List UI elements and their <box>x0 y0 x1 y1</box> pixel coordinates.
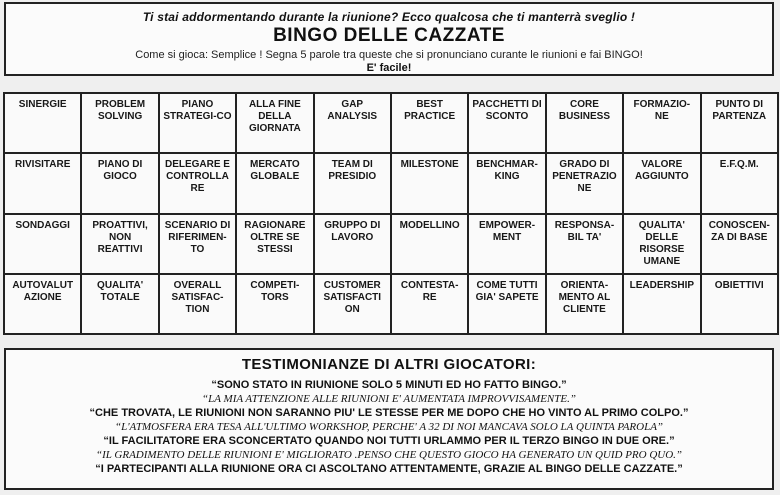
bingo-cell[interactable] <box>391 93 468 153</box>
bingo-cell[interactable] <box>623 214 700 274</box>
bingo-cell[interactable] <box>314 153 391 213</box>
testimonials-title: TESTIMONIANZE DI ALTRI GIOCATORI: <box>241 356 537 373</box>
bingo-cell[interactable] <box>81 274 158 334</box>
testimonial-quote: “LA MIA ATTENZIONE ALLE RIUNIONI E' AUMENTATA IMPROVVISAMENTE.” <box>202 393 576 405</box>
bingo-cell[interactable] <box>546 214 623 274</box>
bingo-cell[interactable] <box>546 93 623 153</box>
bingo-cell-label: E.F.Q.M. <box>719 159 759 171</box>
bingo-cell-label: DELEGARE E CONTROLLA RE <box>164 159 230 195</box>
bingo-cell-label: SCENARIO DI RIFERIMEN-TO <box>164 219 231 255</box>
bingo-cell[interactable] <box>159 274 236 334</box>
bingo-row <box>4 93 778 153</box>
bingo-cell[interactable] <box>701 153 778 213</box>
bingo-cell-label: PIANO STRATEGI-CO <box>163 99 232 122</box>
page-title: BINGO DELLE CAZZATE <box>273 25 505 46</box>
header-box <box>4 2 774 76</box>
testimonials-box <box>4 348 774 490</box>
bingo-cell[interactable] <box>391 214 468 274</box>
bingo-cell-label: MERCATO GLOBALE <box>250 159 300 183</box>
bingo-cell[interactable] <box>623 93 700 153</box>
bingo-cell[interactable] <box>81 214 158 274</box>
bingo-cell[interactable] <box>159 153 236 213</box>
bingo-cell-label: PACCHETTI DI SCONTO <box>472 99 542 122</box>
bingo-cell[interactable] <box>236 93 313 153</box>
bingo-cell-label: SONDAGGI <box>15 219 70 231</box>
bingo-cell[interactable] <box>4 274 81 334</box>
bingo-cell[interactable] <box>4 93 81 153</box>
bingo-cell-label: VALORE AGGIUNTO <box>634 159 689 183</box>
bingo-cell[interactable] <box>701 93 778 153</box>
bingo-cell[interactable] <box>314 274 391 334</box>
bingo-cell-label: COME TUTTI GIA' SAPETE <box>475 279 539 303</box>
bingo-cell-label: PUNTO DI PARTENZA <box>712 99 767 122</box>
bingo-cell[interactable] <box>81 93 158 153</box>
testimonial-quote: “IL GRADIMENTO DELLE RIUNIONI E' MIGLIORATO .PENSO CHE QUESTO GIOCO HA GENERATO UN QUID PRO QUO.” <box>95 449 683 461</box>
bingo-cell[interactable] <box>701 274 778 334</box>
bingo-row <box>4 153 778 213</box>
bingo-cell-label: BEST PRACTICE <box>404 99 456 122</box>
bingo-cell[interactable] <box>623 153 700 213</box>
bingo-cell[interactable] <box>236 274 313 334</box>
bingo-cell-label: FORMAZIO-NE <box>633 99 691 122</box>
bingo-cell-label: OVERALL SATISFAC-TION <box>171 279 224 315</box>
bingo-cell[interactable] <box>468 214 545 274</box>
bingo-cell-label: LEADERSHIP <box>629 279 695 291</box>
bingo-cell-label: GRUPPO DI LAVORO <box>324 219 381 243</box>
bingo-cell-label: COMPETI-TORS <box>250 279 300 303</box>
bingo-cell-label: CUSTOMER SATISFACTI ON <box>323 279 382 315</box>
bingo-cell[interactable] <box>468 93 545 153</box>
bingo-cell[interactable] <box>236 153 313 213</box>
testimonial-quote: “IL FACILITATORE ERA SCONCERTATO QUANDO NOI TUTTI URLAMMO PER IL TERZO BINGO IN DUE ORE.” <box>103 435 675 447</box>
instructions: Come si gioca: Semplice ! Segna 5 parole tra queste che si pronunciano curante le riunioni e fai BINGO! <box>135 49 643 61</box>
bingo-row <box>4 214 778 274</box>
bingo-cell-label: RESPONSA-BIL TA' <box>554 219 615 243</box>
bingo-cell-label: AUTOVALUT AZIONE <box>12 279 74 303</box>
bingo-cell[interactable] <box>391 153 468 213</box>
bingo-cell-label: PIANO DI GIOCO <box>97 159 143 183</box>
bingo-cell-label: MODELLINO <box>399 219 460 231</box>
bingo-cell-label: QUALITA' DELLE RISORSE UMANE <box>638 219 685 267</box>
bingo-cell-label: SINERGIE <box>18 99 67 110</box>
bingo-cell-label: RAGIONARE OLTRE SE STESSI <box>244 219 306 255</box>
bingo-cell[interactable] <box>4 214 81 274</box>
bingo-cell-label: TEAM DI PRESIDIO <box>328 159 377 183</box>
bingo-grid <box>3 92 779 335</box>
bingo-cell[interactable] <box>701 214 778 274</box>
bingo-cell-label: OBIETTIVI <box>714 279 764 291</box>
bingo-cell[interactable] <box>81 153 158 213</box>
testimonial-quote: “CHE TROVATA, LE RIUNIONI NON SARANNO PIU' LE STESSE PER ME DOPO CHE HO VINTO AL PRIMO COLPO.” <box>89 407 689 419</box>
bingo-row <box>4 274 778 334</box>
bingo-cell-label: CONOSCEN-ZA DI BASE <box>708 219 770 243</box>
bingo-cell-label: CORE BUSINESS <box>558 99 610 122</box>
testimonial-quote: “L'ATMOSFERA ERA TESA ALL'ULTIMO WORKSHOP, PERCHE' A 32 DI NOI MANCAVA SOLO LA QUINTA PAROLA” <box>114 421 664 433</box>
bingo-cell[interactable] <box>314 93 391 153</box>
testimonial-quote: “I PARTECIPANTI ALLA RIUNIONE ORA CI ASCOLTANO ATTENTAMENTE, GRAZIE AL BINGO DELLE CAZZATE.” <box>95 463 683 475</box>
bingo-cell[interactable] <box>546 274 623 334</box>
bingo-cell-label: PROATTIVI, NON REATTIVI <box>92 219 148 255</box>
bingo-cell[interactable] <box>314 214 391 274</box>
bingo-grid-body <box>4 93 778 334</box>
bingo-cell-label: CONTESTA-RE <box>400 279 459 303</box>
bingo-cell[interactable] <box>4 153 81 213</box>
bingo-cell[interactable] <box>236 214 313 274</box>
testimonial-quote: “SONO STATO IN RIUNIONE SOLO 5 MINUTI ED HO FATTO BINGO.” <box>211 379 567 391</box>
bingo-cell-label: ORIENTA-MENTO AL CLIENTE <box>558 279 611 315</box>
bingo-cell[interactable] <box>391 274 468 334</box>
bingo-cell[interactable] <box>159 214 236 274</box>
bingo-cell-label: PROBLEM SOLVING <box>95 99 146 122</box>
tagline: Ti stai addormentando durante la riunione? Ecco qualcosa che ti manterrà sveglio ! <box>142 10 636 24</box>
bingo-cell-label: QUALITA' TOTALE <box>97 279 144 303</box>
easy-note: E' facile! <box>366 62 412 74</box>
bingo-cell-label: EMPOWER-MENT <box>478 219 536 243</box>
bingo-cell-label: GRADO DI PENETRAZIO NE <box>552 159 617 195</box>
bingo-cell[interactable] <box>468 274 545 334</box>
bingo-cell-label: GAP ANALYSIS <box>327 99 378 122</box>
bingo-cell[interactable] <box>159 93 236 153</box>
bingo-cell-label: BENCHMAR-KING <box>476 159 538 183</box>
bingo-cell-label: RIVISITARE <box>15 159 71 171</box>
bingo-cell[interactable] <box>623 274 700 334</box>
bingo-cell-label: MILESTONE <box>400 159 459 171</box>
bingo-cell-label: ALLA FINE DELLA GIORNATA <box>248 99 301 134</box>
bingo-cell[interactable] <box>546 153 623 213</box>
bingo-cell[interactable] <box>468 153 545 213</box>
testimonials-list <box>6 378 772 476</box>
